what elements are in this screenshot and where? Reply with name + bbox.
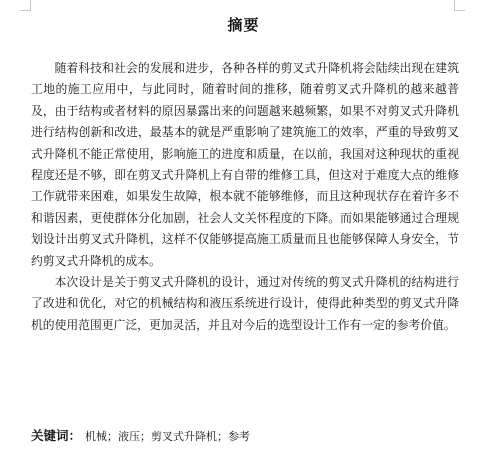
keywords-value: 机械；液压；剪叉式升降机；参考 [85,430,251,443]
abstract-paragraph-1: 随着科技和社会的发展和进步，各种各样的剪叉式升降机将会陆续出现在建筑工地的施工应用中，与此同时，随着时间的推移，随着剪叉式升降机的越来越普及，由于结构或者材料的原因暴露出来的问题越来越频繁，如果不对剪叉式升降机进行结构创新和改进，最基本的就是严重影响了建筑施工的效率，严重的导致剪叉式升降机不能正常使用，影响施工的进度和质量，在以前，我国对这种现状的重视程度还是不够，即在剪叉式升降机上有自带的维修工具，但这对于难度大点的维修工作就带来困难，如果发生故障，根本就不能够维修，而且这种现状存在着许多不和谐因素，更使群体分化加剧，社会人文关怀程度的下降。而如果能够通过合理规划设计出剪叉式升降机，这样不仅能够提高施工质量而且也能够保障人身安全，节约剪叉式升降机的成本。 [31,61,459,268]
abstract-body [31,58,459,336]
margin-corner-mark [454,0,465,11]
abstract-paragraph-2: 本次设计是关于剪叉式升降机的设计，通过对传统的剪叉式升降机的结构进行了改进和优化，对它的机械结构和液压系统进行设计，使得此种类型的剪叉式升降机的使用范围更广泛，更加灵活，并且对今后的选型设计工作有一定的参考价值。 [31,275,459,332]
margin-corner-mark [20,0,31,11]
keywords-label: 关键词： [31,428,82,443]
abstract-title: 摘要 [227,16,260,34]
keywords-line [31,426,471,444]
